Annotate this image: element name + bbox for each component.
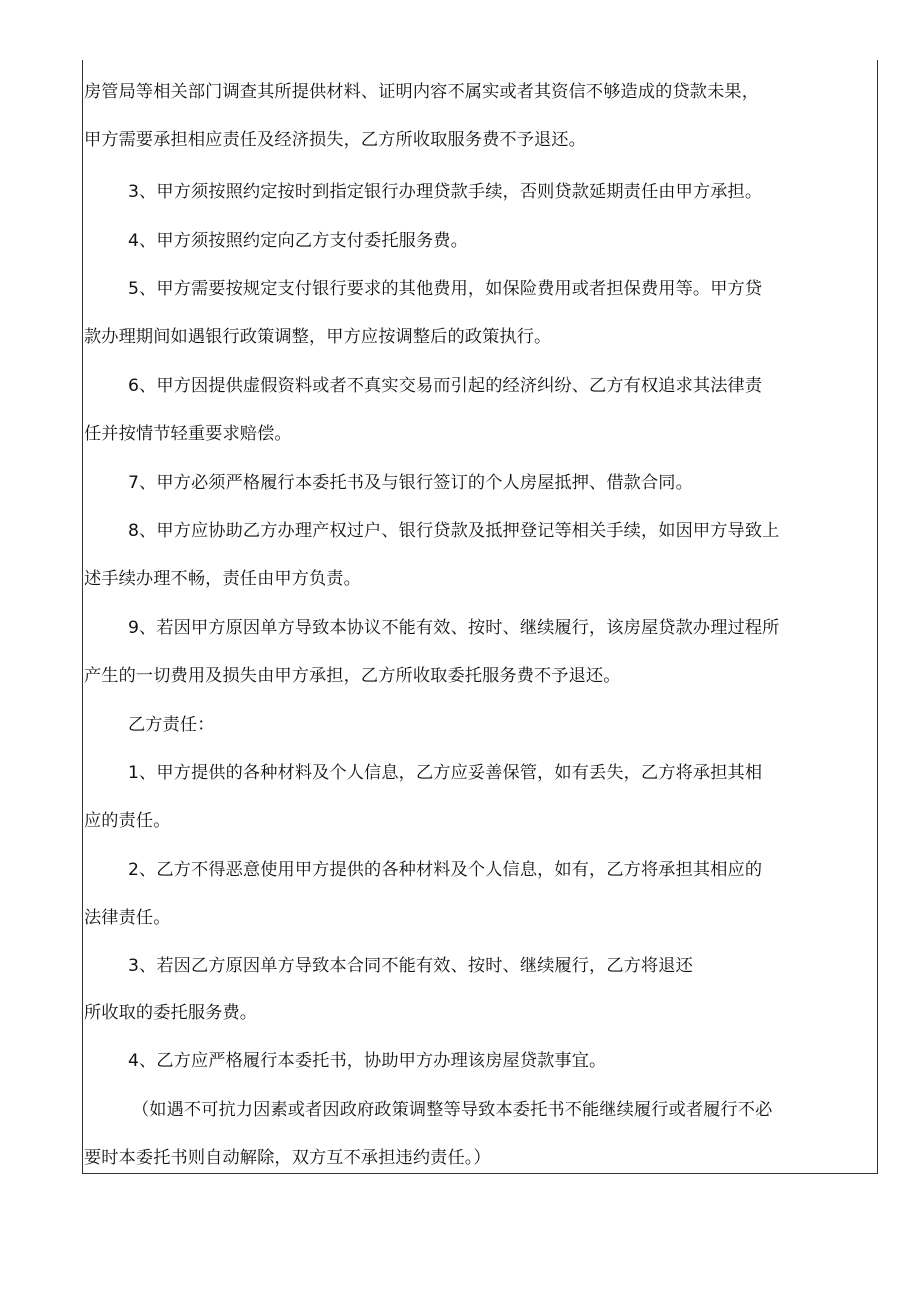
text-line: 6、甲方因提供虚假资料或者不真实交易而引起的经济纠纷、乙方有权追求其法律责 [128,376,763,396]
text-line: 产生的一切费用及损失由甲方承担，乙方所收取委托服务费不予退还。 [84,666,621,686]
text-line: 任并按情节轻重要求赔偿。 [84,424,292,444]
text-line: 应的责任。 [84,811,171,831]
text-line: 5、甲方需要按规定支付银行要求的其他费用，如保险费用或者担保费用等。甲方贷 [128,279,763,299]
text-line: 4、甲方须按照约定向乙方支付委托服务费。 [128,231,468,251]
text-line: 所收取的委托服务费。 [84,1003,258,1023]
text-line: 3、若因乙方原因单方导致本合同不能有效、按时、继续履行，乙方将退还 [128,956,693,976]
text-line: 1、甲方提供的各种材料及个人信息，乙方应妥善保管，如有丢失，乙方将承担其相 [128,763,763,783]
text-line: 述手续办理不畅，责任由甲方负责。 [84,569,361,589]
text-line: 3、甲方须按照约定按时到指定银行办理贷款手续，否则贷款延期责任由甲方承担。 [128,182,763,202]
text-line: 房管局等相关部门调查其所提供材料、证明内容不属实或者其资信不够造成的贷款未果， [84,82,759,102]
text-line: 8、甲方应协助乙方办理产权过户、银行贷款及抵押登记等相关手续，如因甲方导致上 [128,521,780,541]
text-line: 7、甲方必须严格履行本委托书及与银行签订的个人房屋抵押、借款合同。 [128,473,693,493]
text-line: 法律责任。 [84,908,171,928]
text-line: 4、乙方应严格履行本委托书，协助甲方办理该房屋贷款事宜。 [128,1051,607,1071]
text-line: 甲方需要承担相应责任及经济损失，乙方所收取服务费不予退还。 [84,130,586,150]
text-line: 要时本委托书则自动解除，双方互不承担违约责任。） [84,1148,491,1168]
text-line: 2、乙方不得恶意使用甲方提供的各种材料及个人信息，如有，乙方将承担其相应的 [128,860,763,880]
text-line: 9、若因甲方原因单方导致本协议不能有效、按时、继续履行，该房屋贷款办理过程所 [128,618,780,638]
text-line: 款办理期间如遇银行政策调整，甲方应按调整后的政策执行。 [84,327,552,347]
section-heading: 乙方责任： [128,715,215,735]
text-line: （如遇不可抗力因素或者因政府政策调整等导致本委托书不能继续履行或者履行不必 [132,1100,773,1120]
